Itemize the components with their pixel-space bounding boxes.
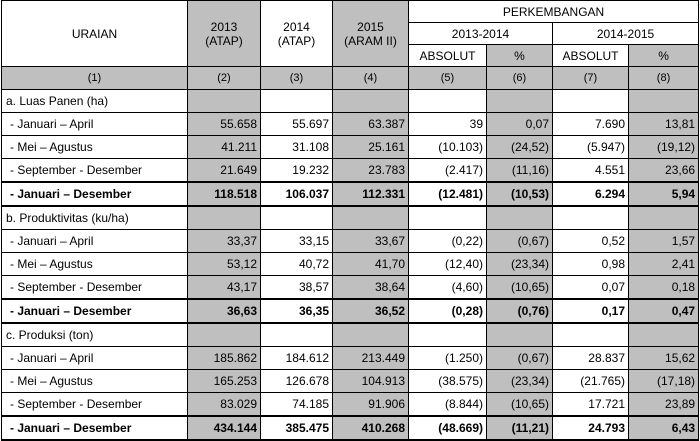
section-blank-cell — [553, 323, 629, 347]
section-blank-cell — [188, 206, 261, 230]
header-year-2014: 2014 (ATAP) — [261, 1, 333, 67]
row-label: - Januari – Desember — [2, 299, 188, 323]
value-cell: (17,18) — [629, 370, 699, 393]
value-cell: (38.575) — [409, 370, 487, 393]
row-label: - Januari – April — [2, 230, 188, 253]
row-label: - Mei – Agustus — [2, 136, 188, 159]
table-row — [2, 253, 699, 276]
value-cell: 36,63 — [188, 299, 261, 323]
value-cell: 0,18 — [629, 276, 699, 300]
value-cell: (0,67) — [487, 230, 553, 253]
value-cell: 39 — [409, 113, 487, 136]
col-number: (6) — [487, 67, 553, 90]
section-blank-cell — [629, 206, 699, 230]
value-cell: 0,47 — [629, 299, 699, 323]
row-label: - Januari – April — [2, 347, 188, 370]
value-cell: 36,35 — [261, 299, 333, 323]
value-cell: (12,40) — [409, 253, 487, 276]
value-cell: 28.837 — [553, 347, 629, 370]
value-cell: (5.947) — [553, 136, 629, 159]
section-blank-cell — [487, 90, 553, 113]
section-blank-cell — [409, 323, 487, 347]
value-cell: 31.108 — [261, 136, 333, 159]
value-cell: (0,76) — [487, 299, 553, 323]
row-label: - Januari – Desember — [2, 416, 188, 440]
value-cell: (23,34) — [487, 253, 553, 276]
value-cell: (10,65) — [487, 393, 553, 417]
value-cell: (12.481) — [409, 182, 487, 206]
total-row — [2, 299, 699, 323]
value-cell: 0,07 — [487, 113, 553, 136]
value-cell: 23,66 — [629, 159, 699, 183]
value-cell: 165.253 — [188, 370, 261, 393]
value-cell: 55.697 — [261, 113, 333, 136]
section-blank-cell — [409, 206, 487, 230]
value-cell: 91.906 — [333, 393, 409, 417]
section-blank-cell — [261, 206, 333, 230]
table-row — [2, 393, 699, 417]
value-cell: 118.518 — [188, 182, 261, 206]
col-number: (8) — [629, 67, 699, 90]
section-blank-cell — [261, 323, 333, 347]
section-row — [2, 206, 699, 230]
row-label: - September - Desember — [2, 276, 188, 300]
value-cell: 63.387 — [333, 113, 409, 136]
value-cell: 33,37 — [188, 230, 261, 253]
value-cell: (10,65) — [487, 276, 553, 300]
value-cell: (2.417) — [409, 159, 487, 183]
value-cell: 41,70 — [333, 253, 409, 276]
header-perkembangan: PERKEMBANGAN — [409, 1, 699, 23]
value-cell: (10.103) — [409, 136, 487, 159]
table-row — [2, 230, 699, 253]
total-row — [2, 416, 699, 440]
header-absolut-2: ABSOLUT — [553, 45, 629, 67]
value-cell: (24,52) — [487, 136, 553, 159]
value-cell: 41.211 — [188, 136, 261, 159]
value-cell: 112.331 — [333, 182, 409, 206]
value-cell: 83.029 — [188, 393, 261, 417]
value-cell: (10,53) — [487, 182, 553, 206]
value-cell: 21.649 — [188, 159, 261, 183]
value-cell: 6,43 — [629, 416, 699, 440]
value-cell: (8.844) — [409, 393, 487, 417]
value-cell: 4.551 — [553, 159, 629, 183]
section-row — [2, 90, 699, 113]
value-cell: 38,64 — [333, 276, 409, 300]
value-cell: 410.268 — [333, 416, 409, 440]
table-row — [2, 113, 699, 136]
section-blank-cell — [333, 206, 409, 230]
section-blank-cell — [409, 90, 487, 113]
section-row — [2, 323, 699, 347]
value-cell: (4,60) — [409, 276, 487, 300]
value-cell: 104.913 — [333, 370, 409, 393]
value-cell: 0,98 — [553, 253, 629, 276]
table-body — [2, 90, 699, 441]
value-cell: 25.161 — [333, 136, 409, 159]
table-row — [2, 347, 699, 370]
section-title: c. Produksi (ton) — [2, 323, 188, 347]
table-row — [2, 159, 699, 183]
value-cell: 184.612 — [261, 347, 333, 370]
section-blank-cell — [553, 206, 629, 230]
header-percent-2: % — [629, 45, 699, 67]
row-label: - September - Desember — [2, 393, 188, 417]
table-row — [2, 276, 699, 300]
section-blank-cell — [629, 90, 699, 113]
section-title: b. Produktivitas (ku/ha) — [2, 206, 188, 230]
section-blank-cell — [333, 323, 409, 347]
value-cell: (23,34) — [487, 370, 553, 393]
value-cell: 106.037 — [261, 182, 333, 206]
header-period-2014-2015: 2014-2015 — [553, 23, 699, 45]
col-number: (1) — [2, 67, 188, 90]
value-cell: 43,17 — [188, 276, 261, 300]
table-row — [2, 136, 699, 159]
header-year-2013: 2013 (ATAP) — [188, 1, 261, 67]
value-cell: (48.669) — [409, 416, 487, 440]
row-label: - Januari – Desember — [2, 182, 188, 206]
value-cell: (19,12) — [629, 136, 699, 159]
section-blank-cell — [553, 90, 629, 113]
value-cell: 36,52 — [333, 299, 409, 323]
header-absolut-1: ABSOLUT — [409, 45, 487, 67]
section-blank-cell — [487, 206, 553, 230]
value-cell: 2,41 — [629, 253, 699, 276]
col-number: (4) — [333, 67, 409, 90]
section-blank-cell — [629, 323, 699, 347]
value-cell: 40,72 — [261, 253, 333, 276]
value-cell: 74.185 — [261, 393, 333, 417]
header-percent-1: % — [487, 45, 553, 67]
section-title: a. Luas Panen (ha) — [2, 90, 188, 113]
value-cell: (21.765) — [553, 370, 629, 393]
total-row — [2, 182, 699, 206]
value-cell: 434.144 — [188, 416, 261, 440]
col-number: (2) — [188, 67, 261, 90]
value-cell: 0,17 — [553, 299, 629, 323]
value-cell: 38,57 — [261, 276, 333, 300]
row-label: - September - Desember — [2, 159, 188, 183]
value-cell: 33,67 — [333, 230, 409, 253]
value-cell: 0,52 — [553, 230, 629, 253]
value-cell: (0,22) — [409, 230, 487, 253]
value-cell: (11,21) — [487, 416, 553, 440]
value-cell: 23.783 — [333, 159, 409, 183]
col-number: (7) — [553, 67, 629, 90]
value-cell: 24.793 — [553, 416, 629, 440]
value-cell: (11,16) — [487, 159, 553, 183]
value-cell: 23,89 — [629, 393, 699, 417]
header-uraian: URAIAN — [2, 1, 188, 67]
col-number: (5) — [409, 67, 487, 90]
value-cell: 55.658 — [188, 113, 261, 136]
row-label: - Mei – Agustus — [2, 370, 188, 393]
value-cell: 385.475 — [261, 416, 333, 440]
table-row — [2, 370, 699, 393]
section-blank-cell — [188, 323, 261, 347]
row-label: - Mei – Agustus — [2, 253, 188, 276]
value-cell: 13,81 — [629, 113, 699, 136]
value-cell: 6.294 — [553, 182, 629, 206]
col-number: (3) — [261, 67, 333, 90]
value-cell: (0,28) — [409, 299, 487, 323]
section-blank-cell — [261, 90, 333, 113]
value-cell: 5,94 — [629, 182, 699, 206]
value-cell: 33,15 — [261, 230, 333, 253]
value-cell: 1,57 — [629, 230, 699, 253]
value-cell: 19.232 — [261, 159, 333, 183]
value-cell: 0,07 — [553, 276, 629, 300]
value-cell: 53,12 — [188, 253, 261, 276]
row-label: - Januari – April — [2, 113, 188, 136]
value-cell: (0,67) — [487, 347, 553, 370]
value-cell: (1.250) — [409, 347, 487, 370]
section-blank-cell — [188, 90, 261, 113]
value-cell: 17.721 — [553, 393, 629, 417]
value-cell: 7.690 — [553, 113, 629, 136]
section-blank-cell — [487, 323, 553, 347]
production-table — [1, 0, 699, 441]
value-cell: 213.449 — [333, 347, 409, 370]
value-cell: 185.862 — [188, 347, 261, 370]
section-blank-cell — [333, 90, 409, 113]
header-year-2015: 2015 (ARAM II) — [333, 1, 409, 67]
header-period-2013-2014: 2013-2014 — [409, 23, 553, 45]
value-cell: 15,62 — [629, 347, 699, 370]
value-cell: 126.678 — [261, 370, 333, 393]
